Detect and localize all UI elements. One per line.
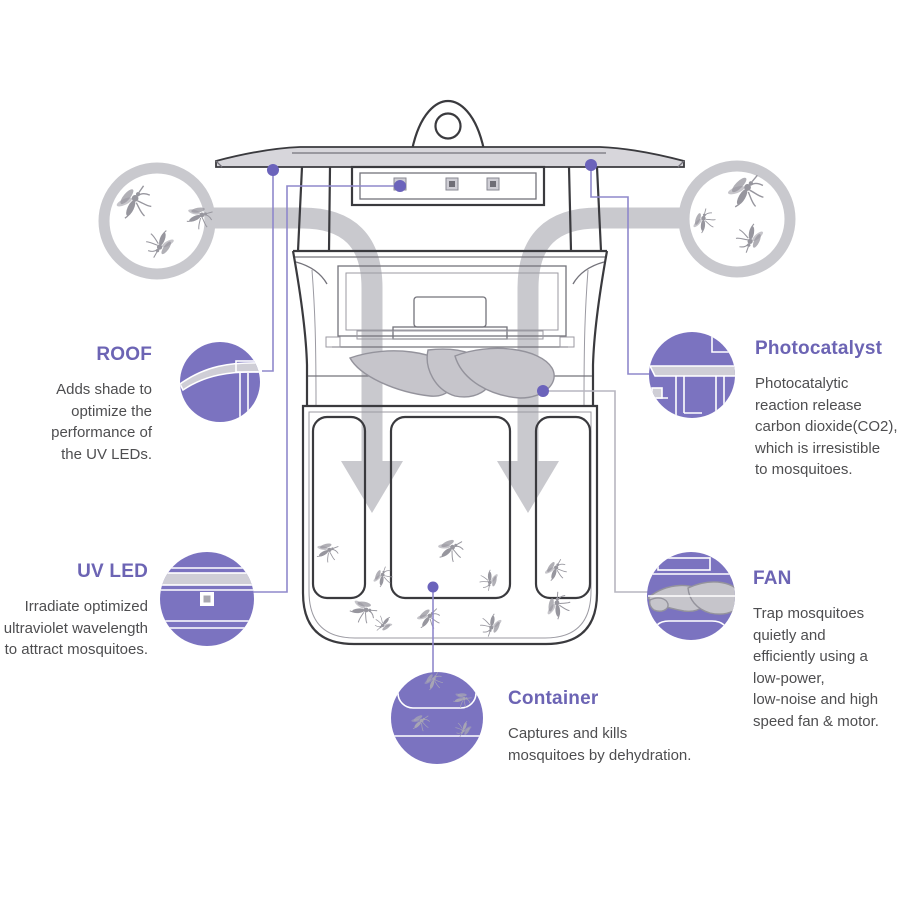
airflow-arrow-icon: [341, 461, 403, 513]
callout-photocatalyst: [755, 338, 900, 481]
callout-fan-line: Trap mosquitoes: [753, 605, 865, 622]
container-part: [303, 406, 597, 644]
callout-roof-line: optimize the: [71, 402, 152, 420]
callout-uvled-line: to attract mosquitoes.: [4, 641, 148, 658]
callout-photocatalyst-line: carbon dioxide(CO2),: [755, 418, 898, 435]
callout-container-title: Container: [508, 688, 599, 709]
airflow-arrow-icon: [497, 461, 559, 513]
callout-fan-line: efficiently using a: [753, 648, 868, 665]
fan-icon: [647, 552, 741, 642]
callout-roof-line: the UV LEDs.: [61, 445, 152, 463]
callout-container-line: mosquitoes by dehydration.: [508, 746, 692, 764]
callout-photocatalyst-line: reaction release: [755, 396, 862, 414]
roof-part: [216, 147, 684, 167]
callout-roof-line: performance of: [51, 424, 152, 441]
callout-photocatalyst-title: Photocatalyst: [755, 338, 883, 359]
callout-uvled-line: ultraviolet wavelength: [3, 619, 148, 637]
callout-fan: [753, 568, 900, 732]
callout-fan-line: quietly and: [753, 626, 826, 644]
callout-fan-line: speed fan & motor.: [753, 712, 879, 730]
photocatalyst-icon: [649, 332, 736, 420]
callout-container: [508, 688, 738, 766]
callout-roof-title: ROOF: [96, 344, 152, 365]
callout-fan-line: low-power,: [753, 669, 825, 687]
hanger-hook-icon: [412, 101, 484, 150]
callout-uvled: [0, 561, 148, 661]
callout-photocatalyst-line: Photocatalytic: [755, 375, 849, 392]
callout-container-line: Captures and kills: [508, 725, 628, 742]
callout-uvled-title: UV LED: [77, 561, 148, 582]
callout-photocatalyst-line: which is irresistible: [755, 439, 881, 457]
container-icon: [390, 660, 484, 764]
callout-roof-line: Adds shade to: [56, 381, 152, 398]
roof-icon: [180, 342, 262, 424]
callout-roof: [0, 344, 152, 465]
callout-photocatalyst-line: to mosquitoes.: [755, 461, 853, 478]
callout-fan-title: FAN: [753, 568, 792, 589]
uvled-icon: [156, 552, 258, 646]
upper-body: [293, 251, 607, 407]
callout-uvled-line: Irradiate optimized: [24, 598, 148, 615]
callout-fan-line: low-noise and high: [753, 691, 879, 708]
